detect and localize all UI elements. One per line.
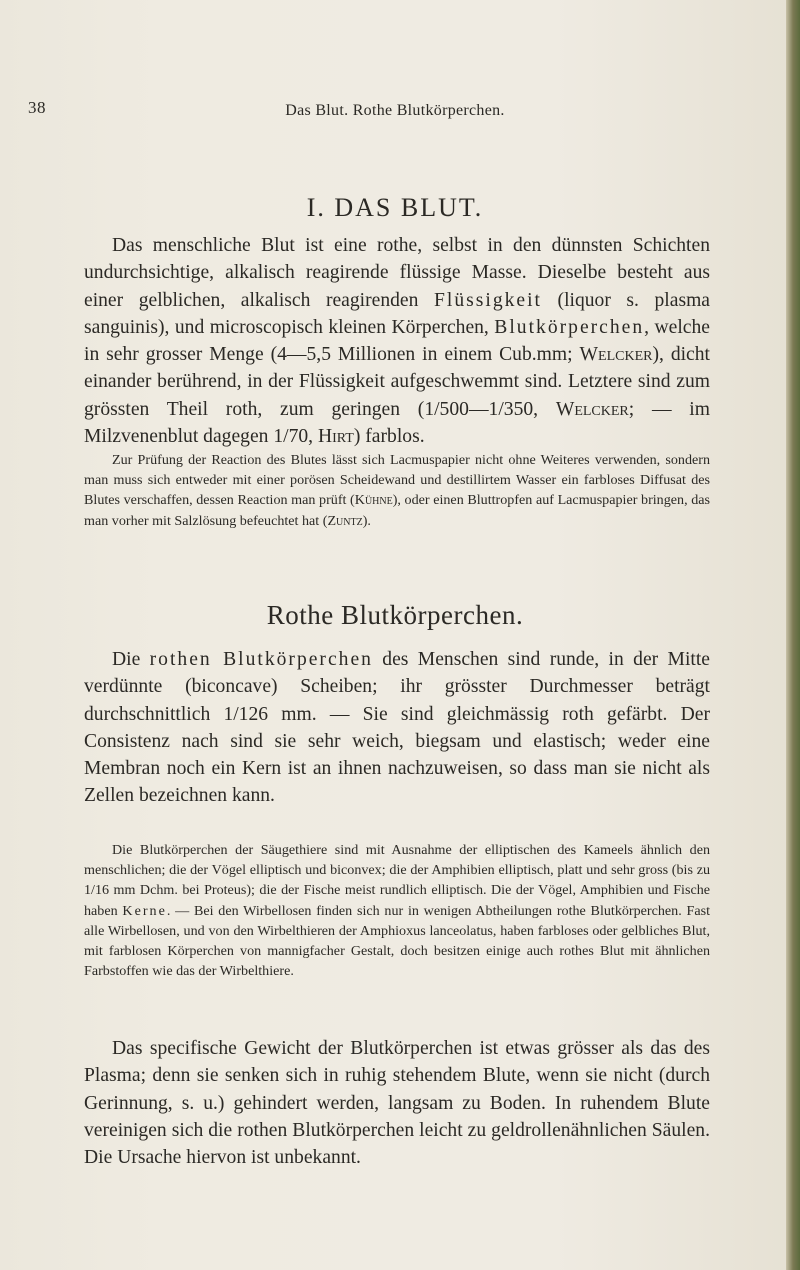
text-run: , welche in sehr grosser Menge (4—5,5 Millionen in einem Cub.mm; <box>84 316 710 366</box>
section-title: Rothe Blutkörperchen. <box>266 600 524 630</box>
term-blutkoerperchen: Blutkörperchen <box>494 316 645 338</box>
author-name: Kühne <box>354 492 393 509</box>
text-run: Zur Prüfung der Reaction des Blutes lässt sich Lacmuspapier nicht ohne Weiteres verwenden, sondern man muss sich entweder mit einer porösen Scheidewand und destillirtem Wasser ein farbloses Diffusat des Blutes verschaffen, dessen Reaction man prüft ( <box>84 452 710 509</box>
text-run: Das menschliche Blut ist eine rothe, selbst in den dünnsten Schichten undurchsichtige, alkalisch reagirende flüssige Masse. Dieselbe besteht aus einer gelblichen, alkalisch reagirenden <box>84 235 710 311</box>
text-run: ), oder einen Bluttropfen auf Lacmuspapier bringen, das man vorher mit Salzlösung befeuchtet hat ( <box>84 492 710 529</box>
term-rothen-blutkoerperchen: rothen Blutkörperchen <box>149 649 373 670</box>
author-name: Hirt <box>317 426 354 448</box>
running-head: Das Blut. Rothe Blutkörperchen. <box>285 102 505 119</box>
text-run: (liquor s. plasma sanguinis), und microscopisch kleinen Körperchen, <box>84 289 711 338</box>
note-reaction-test <box>84 450 710 531</box>
term-fluessigkeit: Flüssigkeit <box>433 289 542 311</box>
paragraph-red-corpuscles <box>84 646 710 810</box>
page-edge <box>786 0 800 1270</box>
paragraph-specific-gravity: Das specifische Gewicht der Blutkörperchen ist etwas grösser als das des Plasma; denn sie senken sich in ruhig stehendem Blute, wenn sie nicht (durch Gerinnung, s. u.) gehindert werden, langsam zu Boden. In ruhendem Blute vereinigen sich die rothen Blutkörperchen leicht zu geldrollenähnlichen Säulen. Die Ursache hiervon ist unbekannt. <box>84 1038 710 1169</box>
text-run: ). <box>362 512 371 529</box>
author-name: Welcker <box>579 344 653 366</box>
page-number: 38 <box>28 98 46 117</box>
chapter-title: I. DAS BLUT. <box>306 193 484 222</box>
text-run: Die Blutkörperchen der Säugethiere sind mit Ausnahme der elliptischen des Kameels ähnlich den menschlichen; die der Vögel elliptisch und biconvex; die der Amphibien elliptisch, platt und sehr gross (bis zu 1/16 mm Dchm. bei Proteus); die der Fische meist rundlich elliptisch. Die der Vögel, Amphibien und Fische haben <box>84 842 710 919</box>
author-name: Zuntz <box>327 512 363 529</box>
note-comparative-anatomy <box>84 840 710 981</box>
text-run: ), dicht einander berührend, in der Flüssigkeit aufgeschwemmt sind. Letztere sind zum grössten Theil roth, zum geringen (1/500—1/350, <box>84 344 710 420</box>
text-run: ; — im Milzvenenblut dagegen 1/70, <box>84 398 710 448</box>
paragraph-blood-composition <box>84 232 710 450</box>
text-run: Die <box>112 649 150 670</box>
text-run: des Menschen sind runde, in der Mitte verdünnte (biconcave) Scheiben; ihr grösster Durchmesser beträgt durchschnittlich 1/126 mm. — Sie sind gleichmässig roth gefärbt. Der Consistenz nach sind sie sehr weich, biegsam und elastisch; weder eine Membran noch ein Kern ist an ihnen nachzuweisen, so dass man sie nicht als Zellen bezeichnen kann. <box>84 649 710 807</box>
text-run: . — Bei den Wirbellosen finden sich nur in wenigen Abtheilungen rothe Blutkörperchen. Fast alle Wirbellosen, und von den Wirbelthieren der Amphioxus lanceolatus, haben farbloses oder gelbliches Blut, mit farblosen Körperchen von mannigfacher Gestalt, doch besitzen einige auch rothes Blut mit ähnlichen Farbstoffen wie das der Wirbelthiere. <box>84 902 710 980</box>
term-kerne: Kerne <box>122 902 167 919</box>
author-name: Welcker <box>555 398 629 420</box>
text-run: ) farblos. <box>353 426 425 448</box>
